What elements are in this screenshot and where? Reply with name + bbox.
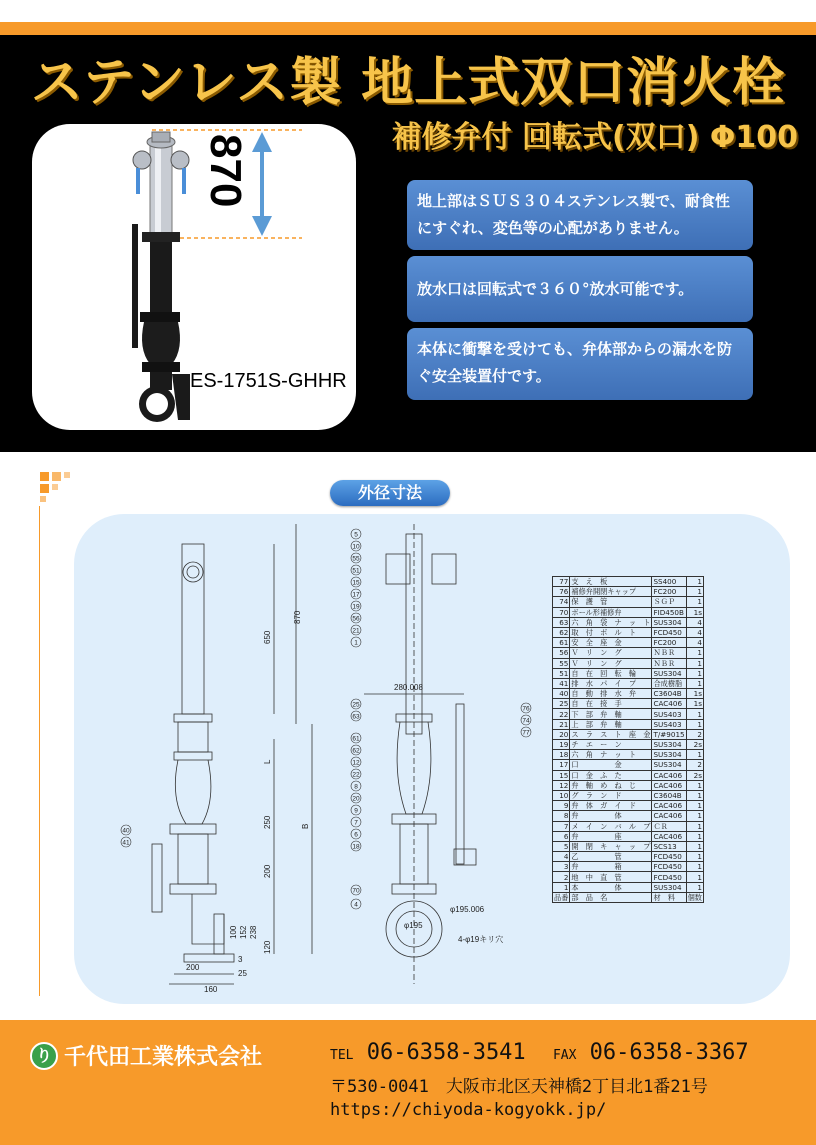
dim-label: 25 <box>238 969 247 978</box>
table-cell: 1 <box>686 587 703 597</box>
table-cell: 1 <box>686 577 703 587</box>
table-cell: 個数 <box>687 892 702 902</box>
table-cell: SUS304 <box>652 760 686 770</box>
table-cell: 62 <box>553 627 570 637</box>
table-cell: ＮＢＲ <box>652 648 686 658</box>
table-cell: Ｖ リ ン グ <box>570 658 652 668</box>
dim-label: φ195 <box>404 921 423 930</box>
table-row <box>553 699 704 709</box>
table-cell: 乙 管 <box>570 852 652 862</box>
table-cell: 上 部 弁 軸 <box>570 719 652 729</box>
table-cell: 1 <box>686 678 703 688</box>
table-cell: 74 <box>553 597 570 607</box>
callout-label: 19 <box>352 603 360 611</box>
table-cell: 1 <box>553 882 570 892</box>
table-cell: 1s <box>686 689 703 699</box>
table-cell: 12 <box>553 780 570 790</box>
table-cell: 77 <box>553 577 570 587</box>
table-cell: 15 <box>553 770 570 780</box>
table-row <box>553 648 704 658</box>
table-cell: 1 <box>686 801 703 811</box>
table-cell: 自 動 排 水 弁 <box>570 689 652 699</box>
dim-label: 650 <box>263 630 272 644</box>
table-cell: 1 <box>686 648 703 658</box>
table-cell: ＮＢＲ <box>652 658 686 668</box>
table-row <box>553 841 704 851</box>
table-cell: 4 <box>686 627 703 637</box>
table-cell: SUS304 <box>652 882 686 892</box>
table-cell: 開 閉 キ ャ ッ プ <box>571 841 651 851</box>
table-cell: 56 <box>553 648 570 658</box>
table-cell: 17 <box>553 760 570 770</box>
table-cell: CAC406 <box>652 699 686 709</box>
table-row <box>553 770 704 780</box>
table-cell: ス ラ ス ト 座 金 <box>571 729 651 739</box>
table-cell: 口 金 <box>570 760 652 770</box>
table-cell: 63 <box>553 617 570 627</box>
table-cell: 弁 体 <box>570 811 652 821</box>
phone-line <box>330 1040 749 1065</box>
table-cell: SUS304 <box>652 740 686 750</box>
table-cell: メ イ ン バ ル ブ <box>571 821 651 831</box>
table-row <box>553 852 704 862</box>
table-cell: 8 <box>553 811 570 821</box>
table-cell: 1 <box>686 780 703 790</box>
table-cell: ＳＧＰ <box>652 597 686 607</box>
model-number: ES-1751S-GHHR <box>190 370 347 392</box>
table-row <box>553 607 704 617</box>
table-cell: 61 <box>553 638 570 648</box>
table-row <box>553 811 704 821</box>
company-name: 千代田工業株式会社 <box>64 1045 263 1070</box>
table-cell: 1 <box>686 831 703 841</box>
callout-label: 15 <box>352 579 360 587</box>
table-cell: 材 料 <box>652 892 686 902</box>
table-cell: 4 <box>553 852 570 862</box>
dim-label: 238 <box>249 925 258 939</box>
table-row <box>553 760 704 770</box>
dim-label: φ195.006 <box>450 905 485 914</box>
table-cell: 弁 体 ガ イ ド <box>570 801 652 811</box>
table-row <box>553 668 704 678</box>
table-cell: 1 <box>686 841 703 851</box>
table-cell: 弁 座 <box>570 831 652 841</box>
dim-label: 4-φ19キリ穴 <box>458 935 504 944</box>
table-row <box>553 587 704 597</box>
feature-box-2: 放水口は回転式で３６０°放水可能です。 <box>407 256 753 322</box>
callout-label: 51 <box>352 567 360 575</box>
table-cell: FCD450 <box>652 627 686 637</box>
feature-box-3: 本体に衝撃を受けても、弁体部からの漏水を防ぐ安全装置付です。 <box>407 328 753 400</box>
callout-label: 63 <box>352 713 360 721</box>
deco-square <box>40 496 46 502</box>
dim-label: 870 <box>293 610 302 624</box>
table-cell: 7 <box>553 821 570 831</box>
callout-label: 9 <box>354 807 358 815</box>
callout-label: 18 <box>352 843 360 851</box>
height-label: 870 <box>201 134 250 208</box>
table-cell: 76 <box>553 587 570 597</box>
table-cell: 補修弁開閉キャップ <box>570 587 652 597</box>
table-cell: 本 体 <box>570 882 652 892</box>
table-row <box>553 689 704 699</box>
fax-number: 06-6358-3367 <box>589 1040 749 1065</box>
table-row <box>553 872 704 882</box>
callout-label: 6 <box>354 831 358 839</box>
table-cell: FC200 <box>652 638 686 648</box>
table-cell: グ ラ ン ド <box>570 790 652 800</box>
table-cell: CAC406 <box>652 811 686 821</box>
table-cell: 70 <box>553 607 570 617</box>
table-cell: 4 <box>686 617 703 627</box>
callout-label: 7 <box>354 819 358 827</box>
table-row <box>553 597 704 607</box>
callout-label: 17 <box>352 591 360 599</box>
table-cell: 安 全 座 金 <box>570 638 652 648</box>
table-cell: 1 <box>686 668 703 678</box>
callout-label: 74 <box>522 717 530 725</box>
table-cell: 保 護 管 <box>570 597 652 607</box>
callout-label: 76 <box>522 705 530 713</box>
callout-label: 22 <box>352 771 360 779</box>
feature-box-1: 地上部はＳＵＳ３０４ステンレス製で、耐食性にすぐれ、変色等の心配がありません。 <box>407 180 753 250</box>
table-cell: 六 角 ナ ッ ト <box>570 750 652 760</box>
table-cell: CAC406 <box>652 801 686 811</box>
table-cell: 5 <box>553 841 570 851</box>
table-cell: T/#9015 <box>653 729 685 739</box>
top-orange-bar <box>0 22 816 35</box>
table-row <box>553 821 704 831</box>
table-row <box>553 892 704 902</box>
table-row <box>553 678 704 688</box>
table-cell: SUS403 <box>652 719 686 729</box>
table-cell: 1 <box>686 872 703 882</box>
callout-label: 12 <box>352 759 360 767</box>
table-cell: 1 <box>686 852 703 862</box>
table-cell: 3 <box>553 862 570 872</box>
dim-label: 120 <box>263 940 272 954</box>
table-cell: 1s <box>686 607 703 617</box>
table-cell: C3604B <box>652 689 686 699</box>
table-row <box>553 658 704 668</box>
table-row <box>553 709 704 719</box>
orange-divider-line <box>39 506 40 996</box>
table-cell: SUS304 <box>652 668 686 678</box>
table-cell: 1 <box>686 811 703 821</box>
table-cell: 1 <box>686 719 703 729</box>
dim-label: 200 <box>186 963 200 972</box>
callout-label: 41 <box>122 839 130 847</box>
table-cell: 2 <box>553 872 570 882</box>
table-cell: 六 角 袋 ナ ッ ト <box>571 617 651 627</box>
parts-table <box>552 576 704 903</box>
table-cell: 地 中 直 管 <box>570 872 652 882</box>
callout-label: 1 <box>354 639 358 647</box>
dim-label: B <box>301 823 310 829</box>
table-cell: 41 <box>553 678 570 688</box>
table-cell: 2 <box>686 729 703 739</box>
table-cell: SUS304 <box>652 750 686 760</box>
table-row <box>553 627 704 637</box>
callout-label: 5 <box>354 531 358 539</box>
table-cell: 1 <box>686 862 703 872</box>
deco-square <box>40 484 49 493</box>
callout-label: 77 <box>522 729 530 737</box>
table-cell: 1s <box>686 699 703 709</box>
dim-label: 100 <box>229 925 238 939</box>
table-row <box>553 790 704 800</box>
table-cell: 4 <box>686 638 703 648</box>
table-cell: SCS13 <box>652 841 686 851</box>
table-cell: 合成樹脂 <box>652 678 686 688</box>
table-cell: ＣＲ <box>652 821 686 831</box>
dim-label: 160 <box>204 985 218 994</box>
callout-label: 10 <box>352 543 360 551</box>
table-cell: 1 <box>686 882 703 892</box>
table-row <box>553 577 704 587</box>
table-row <box>553 750 704 760</box>
dim-label: 250 <box>263 815 272 829</box>
table-cell: 55 <box>553 658 570 668</box>
callout-label: 21 <box>352 627 360 635</box>
company-logo-icon: り <box>30 1042 58 1070</box>
table-cell: CAC406 <box>652 831 686 841</box>
table-row <box>553 617 704 627</box>
table-row <box>553 862 704 872</box>
deco-square <box>64 472 70 478</box>
fax-label: FAX <box>552 1048 577 1063</box>
table-cell: 自 在 接 手 <box>570 699 652 709</box>
top-margin <box>0 0 816 22</box>
table-cell: 20 <box>553 729 570 739</box>
callout-label: 20 <box>352 795 360 803</box>
section-heading: 外径寸法 <box>330 480 450 506</box>
page-title: ステンレス製 地上式双口消火栓 <box>30 53 786 113</box>
deco-square <box>52 484 58 490</box>
table-cell: FCD450 <box>652 872 686 882</box>
table-cell: Ｖ リ ン グ <box>570 648 652 658</box>
table-row <box>553 638 704 648</box>
tel-label: TEL <box>330 1048 354 1063</box>
table-cell: 口 金 ふ た <box>570 770 652 780</box>
dim-label: L <box>263 759 272 764</box>
table-cell: 弁 箱 <box>570 862 652 872</box>
table-cell: 部 品 名 <box>570 892 652 902</box>
callout-label: 4 <box>354 901 358 909</box>
table-cell: 1 <box>686 750 703 760</box>
table-cell: 1 <box>686 658 703 668</box>
table-cell: 1 <box>686 709 703 719</box>
table-cell: 2 <box>686 760 703 770</box>
callout-label: 25 <box>352 701 360 709</box>
table-cell: 取 付 ボ ル ト <box>570 627 652 637</box>
table-cell: 6 <box>553 831 570 841</box>
deco-square <box>52 472 61 481</box>
page-subtitle: 補修弁付 回転式(双口) Φ100 <box>391 120 798 155</box>
dim-label: 152 <box>239 925 248 939</box>
dim-label: 3 <box>238 955 243 964</box>
table-cell: 1 <box>686 597 703 607</box>
table-cell: 自 在 回 転 輪 <box>570 668 652 678</box>
table-cell: FCD450 <box>652 862 686 872</box>
table-cell: 22 <box>553 709 570 719</box>
callout-label: 62 <box>352 747 360 755</box>
table-cell: 支 え 板 <box>570 577 652 587</box>
table-cell: SUS304 <box>652 617 686 627</box>
table-row <box>553 729 704 739</box>
table-cell: SUS403 <box>652 709 686 719</box>
callout-label: 55 <box>352 555 360 563</box>
table-cell: 51 <box>553 668 570 678</box>
table-cell: 18 <box>553 750 570 760</box>
callout-label: 56 <box>352 615 360 623</box>
table-row <box>553 780 704 790</box>
table-cell: 40 <box>553 689 570 699</box>
deco-square <box>40 472 49 481</box>
table-row <box>553 740 704 750</box>
website-link[interactable]: https://chiyoda-kogyokk.jp/ <box>330 1100 607 1120</box>
table-row <box>553 882 704 892</box>
callout-label: 61 <box>352 735 360 743</box>
table-cell: CAC406 <box>652 770 686 780</box>
table-row <box>553 719 704 729</box>
table-cell: 21 <box>553 719 570 729</box>
table-cell: 9 <box>553 801 570 811</box>
table-cell: 19 <box>553 740 570 750</box>
dim-label: 280.008 <box>394 683 423 692</box>
dim-label: 200 <box>263 864 272 878</box>
table-cell: 1 <box>686 821 703 831</box>
table-cell: 品番 <box>554 892 569 902</box>
table-cell: 2s <box>686 740 703 750</box>
table-cell: 2s <box>686 770 703 780</box>
company-block <box>30 1040 262 1071</box>
table-row <box>553 831 704 841</box>
address: 〒530-0041 大阪市北区天神橋2丁目北1番21号 <box>330 1077 708 1097</box>
callout-label: 8 <box>354 783 358 791</box>
table-cell: 排 水 パ イ プ <box>570 678 652 688</box>
callout-label: 70 <box>352 887 360 895</box>
table-row <box>553 801 704 811</box>
table-cell: 10 <box>553 790 570 800</box>
table-cell: C3604B <box>652 790 686 800</box>
table-cell: FID450B <box>652 607 686 617</box>
tel-number: 06-6358-3541 <box>366 1040 526 1065</box>
table-cell: CAC406 <box>652 780 686 790</box>
table-cell: 1 <box>686 790 703 800</box>
table-cell: FCD450 <box>652 852 686 862</box>
drawing-panel <box>74 514 790 1004</box>
table-cell: SS400 <box>652 577 686 587</box>
table-cell: FC200 <box>652 587 686 597</box>
table-cell: 25 <box>553 699 570 709</box>
table-cell: ボール形補修弁 <box>570 607 652 617</box>
callout-label: 40 <box>122 827 130 835</box>
table-cell: 下 部 弁 軸 <box>570 709 652 719</box>
table-cell: 弁 軸 め ね じ <box>570 780 652 790</box>
table-cell: チ エ ー ン <box>570 740 652 750</box>
